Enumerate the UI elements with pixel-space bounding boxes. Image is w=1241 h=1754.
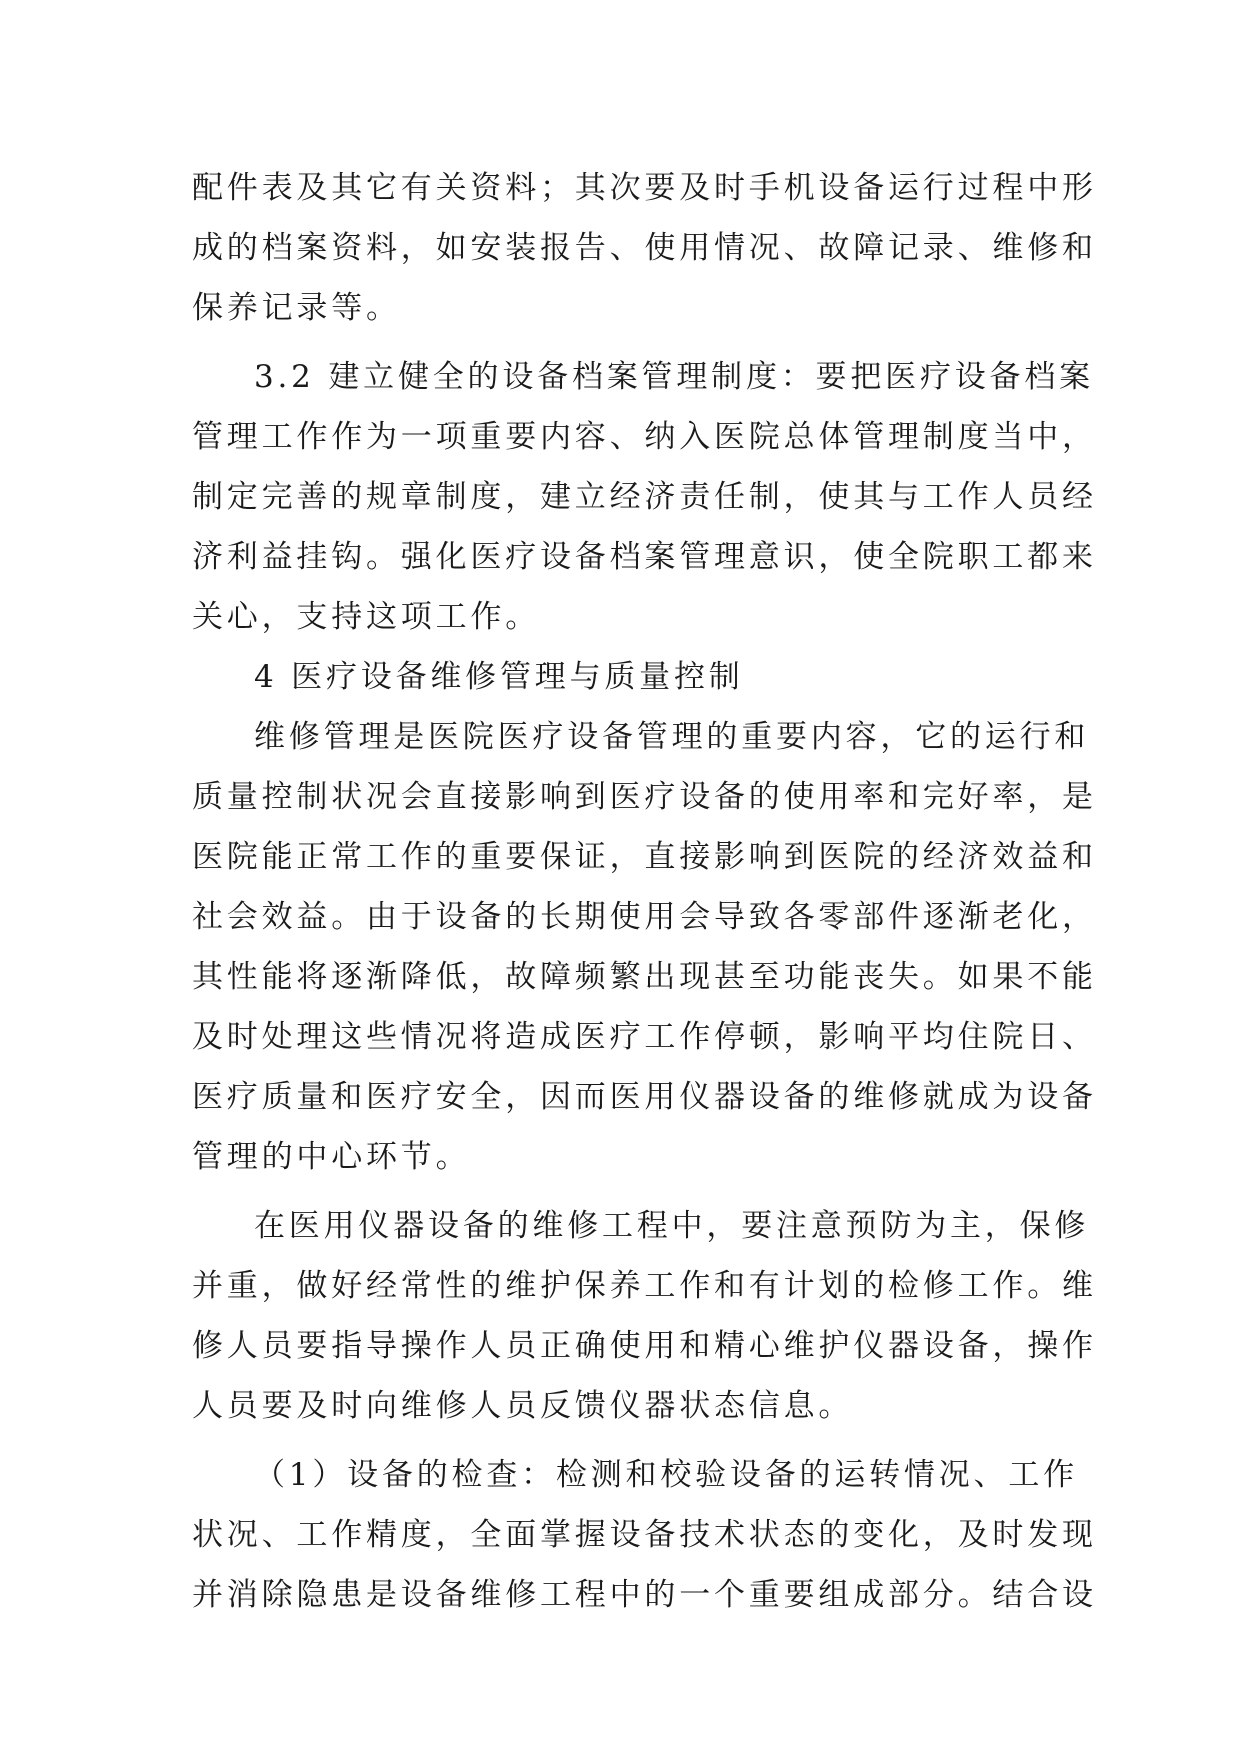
text-line: 关心，支持这项工作。 bbox=[192, 599, 540, 635]
text-line: 在医用仪器设备的维修工程中，要注意预防为主，保修 bbox=[254, 1208, 1090, 1244]
body-text bbox=[192, 158, 1097, 1625]
text-line: 成的档案资料，如安装报告、使用情况、故障记录、维修和 bbox=[192, 230, 1097, 266]
text-line: 保养记录等。 bbox=[192, 290, 401, 326]
text-line: 社会效益。由于设备的长期使用会导致各零部件逐渐老化， bbox=[192, 899, 1097, 935]
text-line: 质量控制状况会直接影响到医疗设备的使用率和完好率，是 bbox=[192, 779, 1097, 815]
text-line: 并消除隐患是设备维修工程中的一个重要组成部分。结合设 bbox=[192, 1577, 1097, 1613]
text-line: 管理工作作为一项重要内容、纳入医院总体管理制度当中， bbox=[192, 419, 1097, 455]
paragraph-gap bbox=[192, 1436, 1052, 1445]
text-line: 其性能将逐渐降低，故障频繁出现甚至功能丧失。如果不能 bbox=[192, 959, 1097, 995]
text-line: 并重，做好经常性的维护保养工作和有计划的检修工作。维 bbox=[192, 1268, 1097, 1304]
text-line: 医疗质量和医疗安全，因而医用仪器设备的维修就成为设备 bbox=[192, 1079, 1097, 1115]
section-heading-3-2: 3.2 建立健全的设备档案管理制度：要把医疗设备档案 bbox=[254, 359, 1094, 395]
text-line: 配件表及其它有关资料；其次要及时手机设备运行过程中形 bbox=[192, 170, 1097, 206]
paragraph-gap bbox=[192, 338, 1052, 347]
text-line: 制定完善的规章制度，建立经济责任制，使其与工作人员经 bbox=[192, 479, 1097, 515]
text-line: 人员要及时向维修人员反馈仪器状态信息。 bbox=[192, 1388, 854, 1424]
text-line: 医院能正常工作的重要保证，直接影响到医院的经济效益和 bbox=[192, 839, 1097, 875]
text-line: 管理的中心环节。 bbox=[192, 1139, 471, 1175]
text-line: 维修管理是医院医疗设备管理的重要内容，它的运行和 bbox=[254, 719, 1090, 755]
text-line: 修人员要指导操作人员正确使用和精心维护仪器设备，操作 bbox=[192, 1328, 1097, 1364]
text-line: 济利益挂钩。强化医疗设备档案管理意识，使全院职工都来 bbox=[192, 539, 1097, 575]
text-line: 及时处理这些情况将造成医疗工作停顿，影响平均住院日、 bbox=[192, 1019, 1097, 1055]
list-item-1: （1）设备的检查：检测和校验设备的运转情况、工作 bbox=[254, 1457, 1078, 1493]
paragraph-gap bbox=[192, 1187, 1052, 1196]
section-heading-4: 4 医疗设备维修管理与质量控制 bbox=[254, 659, 744, 695]
text-line: 状况、工作精度，全面掌握设备技术状态的变化，及时发现 bbox=[192, 1517, 1097, 1553]
